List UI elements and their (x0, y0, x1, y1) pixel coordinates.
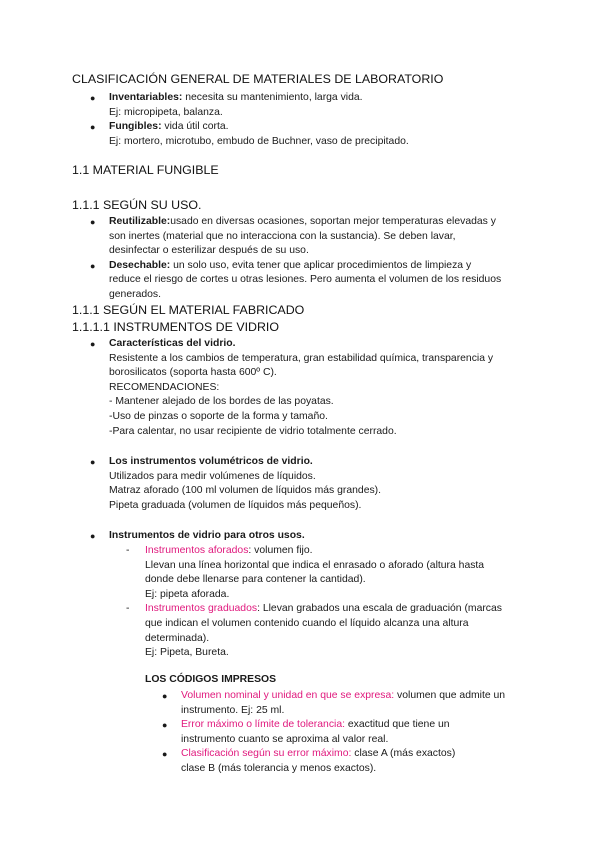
bullet-icon: ● (90, 339, 96, 349)
use-list (90, 215, 539, 303)
codes-list (162, 689, 541, 777)
bullet-icon: ● (90, 217, 96, 227)
list-item: ● Clasificación según su error máximo: clase A (más exactos) clase B (más tolerancia y menos exactos). (162, 748, 456, 774)
list-item: - Instrumentos aforados: volumen fijo. Llevan una línea horizontal que indica el enrasado o aforado (altura hasta donde debe llenarse para contener la cantidad). Ej: pipeta aforada. (126, 545, 485, 600)
volumetric-instruments (90, 455, 539, 513)
bullet-icon: ● (90, 260, 96, 271)
list-item: ● Error máximo o límite de tolerancia: exactitud que tiene un instrumento cuanto se aproxima al valor real. (162, 719, 450, 745)
section-heading: 1.1 MATERIAL FUNGIBLE (72, 163, 219, 177)
list-item: ● Volumen nominal y unidad en que se expresa: volumen que admite un instrumento. Ej: 25 ml. (162, 690, 506, 716)
page-title: CLASIFICACIÓN GENERAL DE MATERIALES DE LABORATORIO (72, 72, 444, 86)
list-item: ● Instrumentos de vidrio para otros usos. (109, 529, 539, 544)
bullet-icon: ● (162, 720, 168, 731)
list-item: ● Los instrumentos volumétricos de vidrio. Utilizados para medir volúmenes de líquidos. Matraz aforado (100 ml volumen de líquidos más grandes). Pipeta graduada (volumen de líquidos más pequeños). (90, 456, 382, 511)
dash-icon: - (126, 603, 130, 615)
glass-characteristics (90, 337, 539, 439)
list-item: ● Características del vidrio. Resistente a los cambios de temperatura, gran estabilidad química, transparencia y borosilicatos (soporta hasta 600º C). RECOMENDACIONES: - Mantener alejado de los bordes de las poyatas. -Uso de pinzas o soporte de la forma y tamaño. -Para calentar, no usar recipiente de vidrio totalmente cerrado. (90, 338, 494, 437)
bullet-icon: ● (162, 691, 168, 701)
bullet-icon: ● (90, 457, 96, 467)
list-item: - Instrumentos graduados: Llevan grabados una escala de graduación (marcas que indican el volumen contenido cuando el líquido alcanza una altura determinada). Ej: Pipeta, Bureta. (126, 603, 502, 659)
section-heading: 1.1.1 SEGÚN SU USO. (72, 198, 202, 212)
bullet-icon: ● (162, 749, 168, 760)
bullet-icon: ● (90, 122, 96, 133)
dash-icon: - (126, 545, 130, 556)
other-uses-sublist (126, 544, 535, 661)
section-heading: 1.1.1.1 INSTRUMENTOS DE VIDRIO (72, 320, 280, 334)
section-heading: 1.1.1 SEGÚN EL MATERIAL FABRICADO (72, 303, 305, 317)
codes-title: LOS CÓDIGOS IMPRESOS (145, 674, 277, 685)
other-uses (90, 529, 539, 544)
list-item: ● Fungibles: vida útil corta. Ej: mortero, microtubo, embudo de Buchner, vaso de precipitado. (90, 121, 409, 147)
list-item: ● Reutilizable:usado en diversas ocasiones, soportan mejor temperaturas elevadas y son inertes (material que no interacciona con la sustancia). Se deben lavar, desinfectar o esterilizar después de su uso. (90, 216, 496, 257)
bullet-icon: ● (90, 531, 96, 541)
intro-list (90, 91, 539, 149)
bullet-icon: ● (90, 93, 96, 103)
list-item: ● Inventariables: necesita su mantenimiento, larga vida. Ej: micropipeta, balanza. (90, 92, 363, 118)
list-item: ● Desechable: un solo uso, evita tener que aplicar procedimientos de limpieza y reduce el riesgo de cortes u otras lesiones. Pero aumenta el volumen de los residuos generados. (90, 259, 502, 300)
